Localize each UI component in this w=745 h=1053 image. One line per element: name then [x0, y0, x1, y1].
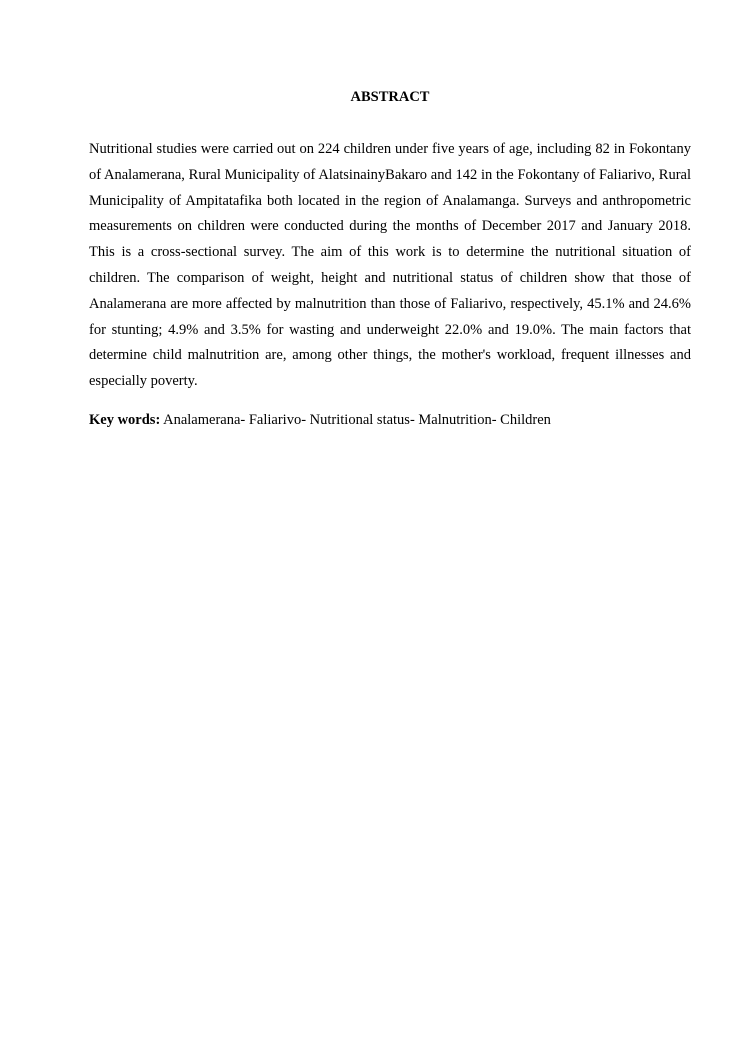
keywords-text: Analamerana- Faliarivo- Nutritional status- Malnutrition- Children	[163, 412, 551, 428]
keywords-line	[89, 408, 691, 434]
abstract-paragraph: Nutritional studies were carried out on 224 children under five years of age, including 82 in Fokontany of Analamerana, Rural Municipality of AlatsinainyBakaro and 142 in the Fokontany of Faliarivo, Rural Municipality of Ampitatafika both located in the region of Analamanga. Surveys and anthropometric measurements on children were conducted during the months of December 2017 and January 2018. This is a cross-sectional survey. The aim of this work is to determine the nutritional situation of children. The comparison of weight, height and nutritional status of children show that those of Analamerana are more affected by malnutrition than those of Faliarivo, respectively, 45.1% and 24.6% for stunting; 4.9% and 3.5% for wasting and underweight 22.0% and 19.0%. The main factors that determine child malnutrition are, among other things, the mother's workload, frequent illnesses and especially poverty.	[89, 141, 691, 390]
keywords-label: Key words:	[89, 412, 161, 428]
abstract-heading: ABSTRACT	[350, 89, 430, 105]
